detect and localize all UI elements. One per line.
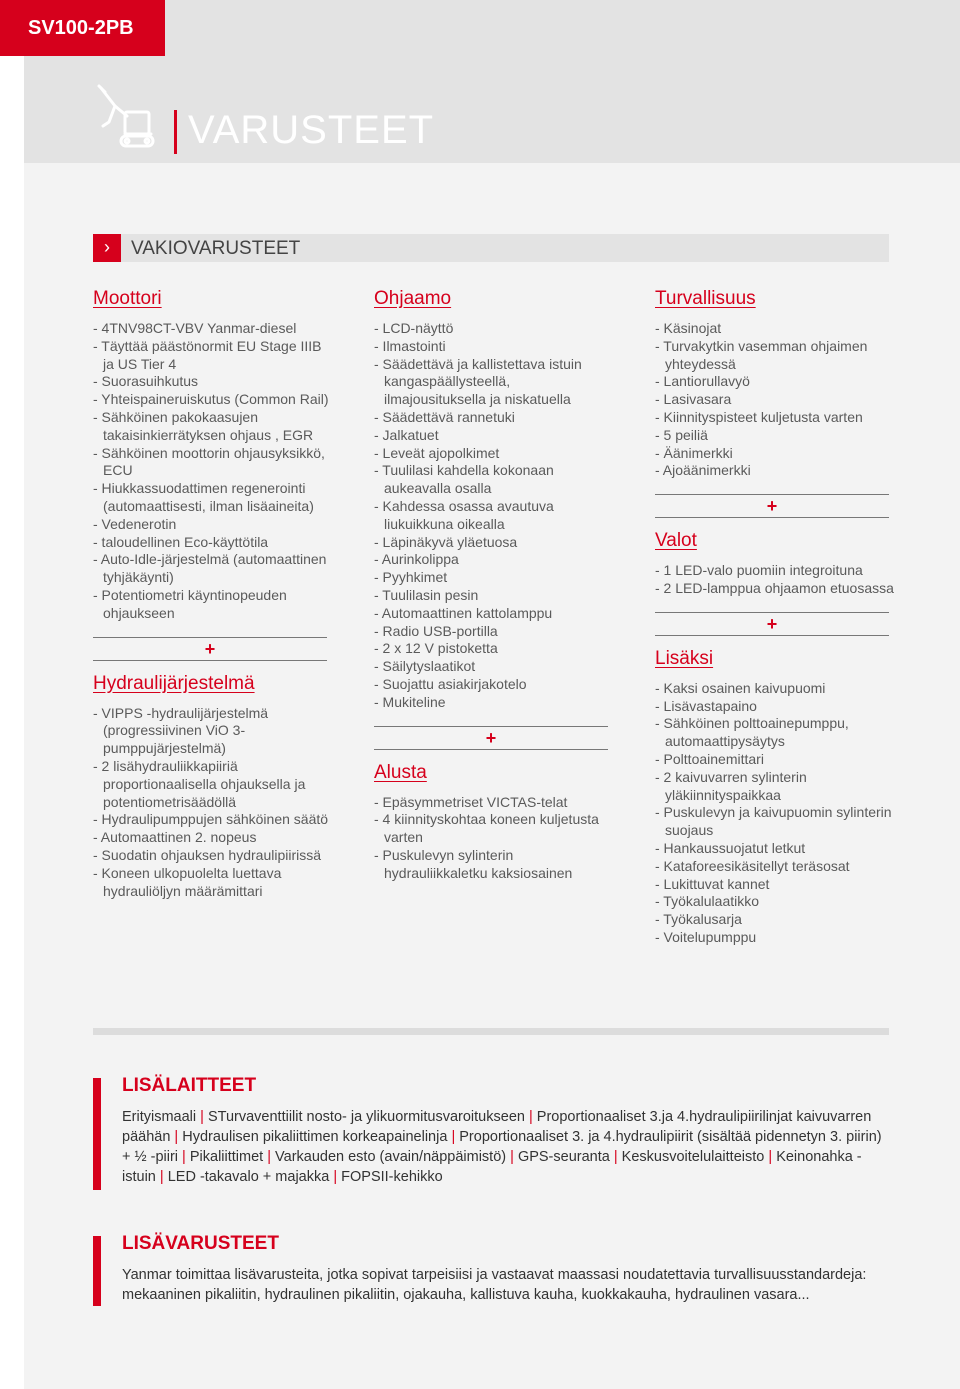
list-item: - Vedenerotin: [93, 515, 177, 532]
pipe-separator: |: [451, 1129, 456, 1145]
list-item: - Hydraulipumppujen sähköinen säätö: [93, 811, 329, 828]
list-item: - Leveät ajopolkimet: [374, 444, 500, 461]
lisavarusteet-accent-bar: [93, 1236, 101, 1306]
list-item: - 2 x 12 V pistoketta: [374, 640, 498, 657]
list-item: - 2 kaivuvarren sylinterin yläkiinnityspaikkaa: [655, 768, 807, 803]
chevron-right-icon: ›: [93, 234, 121, 262]
pipe-separator: |: [613, 1149, 618, 1165]
list-item: - Lisävastapaino: [655, 697, 757, 714]
list-item: - Polttoainemittari: [655, 750, 764, 767]
category-list: [655, 680, 895, 947]
list-item: - Sähköinen pakokaasujen takaisinkierrätyksen ohjaus , EGR: [93, 408, 314, 443]
list-item: - 2 LED-lamppua ohjaamon etuosassa: [655, 579, 894, 596]
list-item: - Täyttää päästönormit EU Stage IIIB ja US Tier 4: [93, 337, 322, 372]
lisalaitteet-accent-bar: [93, 1078, 101, 1190]
pipe-separator: |: [174, 1129, 179, 1145]
model-badge: SV100-2PB: [0, 0, 165, 56]
list-item: - Suorasuihkutus: [93, 373, 199, 390]
accessory-item: LED -takavalo + majakka: [167, 1169, 330, 1185]
list-item: - Sähköinen polttoainepumppu, automaattipysäytys: [655, 715, 849, 750]
list-item: - Pyyhkimet: [374, 569, 448, 586]
page-title: VARUSTEET: [188, 108, 435, 152]
lisavarusteet-text: Yanmar toimittaa lisävarusteita, jotka sopivat tarpeisiisi ja vastaavat maassasi noudatettavia turvallisuusstandardeja: mekaaninen pikaliitin, hydraulinen pikaliitin, ojakauha, kallistuva kauha, kuokkakauha, hydraulinen vasara...: [122, 1267, 867, 1303]
list-item: - Kaksi osainen kaivupuomi: [655, 679, 826, 696]
lisalaitteet-list: [122, 1107, 892, 1187]
accessory-item: Pikaliittimet: [189, 1149, 264, 1165]
pipe-separator: |: [159, 1169, 164, 1185]
category-title: Alusta: [374, 761, 427, 783]
category-list: [655, 562, 895, 598]
list-item: - Koneen ulkopuolelta luettava hydrauliöljyn määrämittari: [93, 864, 282, 899]
list-item: - Potentiometri käyntinopeuden ohjaukseen: [93, 586, 287, 621]
plus-separator: [374, 726, 608, 750]
category-title: Lisäksi: [655, 647, 714, 669]
category-title: Hydraulijärjestelmä: [93, 672, 255, 694]
accessory-item: Keskusvoitelulaitteisto: [621, 1149, 765, 1165]
list-item: - Ilmastointi: [374, 337, 446, 354]
category-list: [374, 320, 614, 712]
list-item: - 4 kiinnityskohtaa koneen kuljetusta varten: [374, 811, 599, 846]
plus-icon: +: [204, 638, 216, 659]
category-list: [93, 320, 333, 623]
plus-separator: [655, 494, 889, 518]
pipe-separator: |: [200, 1109, 204, 1125]
list-item: - Käsinojat: [655, 320, 722, 336]
list-item: - Turvakytkin vasemman ohjaimen yhteydessä: [655, 337, 868, 372]
category-list: [93, 705, 333, 901]
list-item: - Työkalulaatikko: [655, 893, 760, 910]
list-item: - Jalkatuet: [374, 426, 439, 443]
pipe-separator: |: [510, 1149, 514, 1165]
plus-separator: [93, 637, 327, 661]
accessory-item: Varkauden esto (avain/näppäimistö): [275, 1149, 507, 1165]
list-item: - Aurinkolippa: [374, 551, 459, 568]
accessory-item: STurvaventtiilit nosto- ja ylikuormitusvaroitukseen: [207, 1109, 525, 1125]
excavator-icon: [95, 82, 157, 152]
list-item: - 4TNV98CT-VBV Yanmar-diesel: [93, 320, 297, 336]
list-item: - Äänimerkki: [655, 444, 733, 461]
list-item: - Hankaussuojatut letkut: [655, 839, 806, 856]
equipment-column-2: [374, 288, 614, 883]
section-title: VAKIOVARUSTEET: [131, 238, 301, 259]
list-item: - Suodatin ohjauksen hydraulipiirissä: [93, 846, 322, 863]
pipe-separator: |: [768, 1149, 773, 1165]
plus-icon: +: [766, 613, 778, 634]
list-item: - Tuulilasi kahdella kokonaan aukeavalla osalla: [374, 462, 554, 497]
pipe-separator: |: [333, 1169, 338, 1185]
list-item: - Kahdessa osassa avautuva liukuikkuna oikealla: [374, 497, 554, 532]
category-list: [655, 320, 895, 480]
section-divider: [93, 1028, 889, 1035]
category-title: Turvallisuus: [655, 288, 756, 309]
list-item: - Puskulevyn ja kaivupuomin sylinterin suojaus: [655, 804, 892, 839]
accessory-item: Proportionaaliset 3. ja 4.hydraulipiirit (sisältää pidennetyn 3. piirin) + ½ -piiri: [122, 1129, 882, 1165]
plus-separator: [655, 612, 889, 636]
equipment-column-3: [655, 288, 895, 947]
list-item: - Epäsymmetriset VICTAS-telat: [374, 793, 568, 810]
pipe-separator: |: [528, 1109, 533, 1125]
category-title: Valot: [655, 530, 697, 552]
list-item: - Automaattinen 2. nopeus: [93, 829, 257, 846]
plus-icon: +: [766, 496, 778, 517]
list-item: - 5 peiliä: [655, 426, 708, 443]
list-item: - Automaattinen kattolamppu: [374, 604, 553, 621]
list-item: - Auto-Idle-järjestelmä (automaattinen tyhjäkäynti): [93, 551, 327, 586]
list-item: - taloudellinen Eco-käyttötila: [93, 533, 269, 550]
list-item: - Ajoäänimerkki: [655, 462, 751, 479]
accessory-item: Hydraulisen pikaliittimen korkeapainelinja: [182, 1129, 448, 1145]
list-item: - Säilytyslaatikot: [374, 658, 476, 675]
list-item: - Kataforeesikäsitellyt teräsosat: [655, 857, 850, 874]
list-item: - Kiinnityspisteet kuljetusta varten: [655, 408, 863, 425]
list-item: - Radio USB-portilla: [374, 622, 498, 639]
accessory-item: Keinonahka -istuin: [122, 1149, 862, 1185]
list-item: - Säädettävä ja kallistettava istuin kangaspäällysteellä, ilmajousituksella ja niskatuella: [374, 355, 582, 408]
list-item: - Hiukkassuodattimen regenerointi (automaattisesti, ilman lisäaineita): [93, 480, 314, 514]
accessory-item: GPS-seuranta: [517, 1149, 610, 1165]
list-item: - Tuulilasin pesin: [374, 586, 479, 603]
title-accent-bar: [174, 110, 177, 154]
accessory-item: FOPSII-kehikko: [341, 1169, 443, 1185]
list-item: - Voitelupumppu: [655, 928, 757, 945]
list-item: - LCD-näyttö: [374, 320, 454, 336]
list-item: - Sähköinen moottorin ohjausyksikkö, ECU: [93, 444, 325, 479]
plus-icon: +: [485, 727, 497, 748]
list-item: - Säädettävä rannetuki: [374, 408, 515, 425]
pipe-separator: |: [267, 1149, 271, 1165]
pipe-separator: |: [182, 1149, 186, 1165]
list-item: - Yhteispaineruiskutus (Common Rail): [93, 391, 329, 408]
list-item: - Lukittuvat kannet: [655, 875, 770, 892]
lisavarusteet-title: LISÄVARUSTEET: [122, 1233, 279, 1254]
lisalaitteet-title: LISÄLAITTEET: [122, 1075, 257, 1096]
category-title: Moottori: [93, 288, 162, 309]
list-item: - 2 lisähydrauliikkapiiriä proportionaalisella ohjauksella ja potentiometrisäädöllä: [93, 757, 306, 810]
list-item: - Puskulevyn sylinterin hydrauliikkaletku kaksiosainen: [374, 846, 573, 881]
category-title: Ohjaamo: [374, 288, 452, 309]
list-item: - Läpinäkyvä yläetuosa: [374, 533, 518, 550]
list-item: - Mukiteline: [374, 693, 446, 710]
list-item: - 1 LED-valo puomiin integroituna: [655, 562, 863, 579]
list-item: - Lantiorullavyö: [655, 373, 750, 390]
category-list: [374, 794, 614, 883]
accessory-item: Erityismaali: [122, 1109, 197, 1125]
accessory-item: Proportionaaliset 3.ja 4.hydraulipiirilinjat kaivuvarren päähän: [122, 1109, 872, 1145]
list-item: - Lasivasara: [655, 391, 732, 408]
list-item: - VIPPS -hydraulijärjestelmä (progressiivinen ViO 3-pumppujärjestelmä): [93, 704, 269, 757]
equipment-column-1: [93, 288, 333, 900]
list-item: - Suojattu asiakirjakotelo: [374, 675, 527, 692]
list-item: - Työkalusarja: [655, 911, 742, 928]
